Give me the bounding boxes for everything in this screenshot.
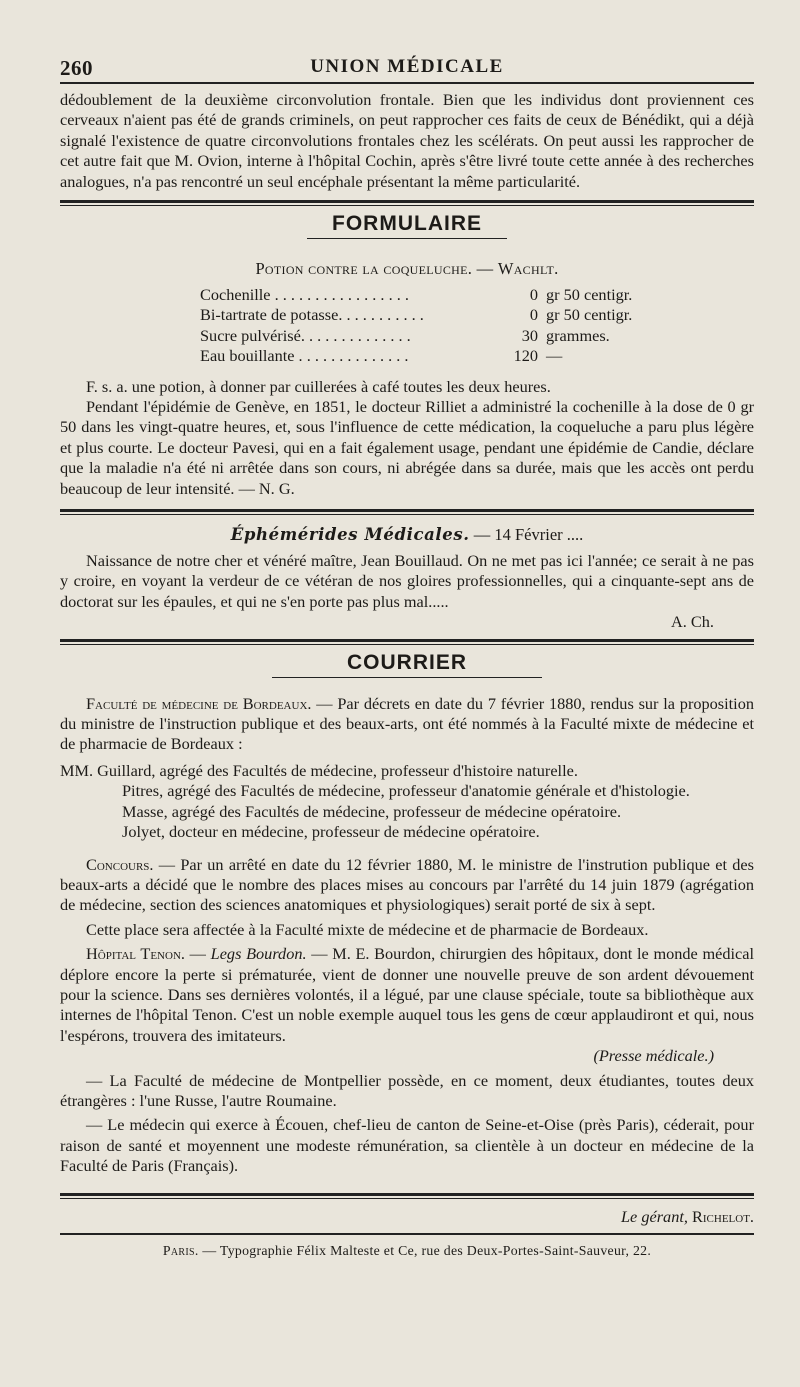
courrier-title: COURRIER [346, 650, 467, 674]
ingredient-quantity: 120 [513, 346, 538, 366]
bordeaux-paragraph [60, 694, 754, 755]
concours-text: — Par un arrêté en date du 12 février 1880, M. le ministre de l'instrution publique et des beaux-arts a décidé que le nombre des places mises au concours par l'arrêté du 14 juin 1879 (agrégation de médecine, section des sciences anatomiques et physiologiques) serait porté de six à sept. [60, 854, 754, 915]
formulaire-body: Pendant l'épidémie de Genève, en 1851, le docteur Rilliet a administré la cochenille à la dose de 0 gr 50 dans les vingt-quatre heures, et, sous l'influence de cette médication, la coqueluche a paru plus légère et plus courte. Le docteur Pavesi, qui en a fait également usage, pendant une épidémie de Candie, déclare que la maladie n'a été ni arrêtée dans son cours, ni abrégée dans sa durée, mais que les accès ont perdu beaucoup de leur intensité. — N. G. [60, 397, 754, 498]
footer-rule [60, 1233, 754, 1235]
bordeaux-text: — Par décrets en date du 7 février 1880, rendus sur la proposition du ministre de l'instruction publique et des beaux-arts, ont été nommés à la Faculté mixte de médecine et de pharmacie de Bordeaux : [60, 693, 754, 754]
printer-footer [60, 1243, 754, 1259]
tenon-lead: Hôpital Tenon. [86, 944, 185, 964]
header-rule [60, 82, 754, 84]
concours-paragraph-2: Cette place sera affectée à la Faculté mixte de médecine et de pharmacie de Bordeaux. [86, 919, 649, 939]
bordeaux-lead: Faculté de médecine de Bordeaux. [86, 693, 312, 713]
ingredient-unit: grammes. [546, 325, 610, 345]
ephemerides-date: — 14 Février .... [469, 525, 584, 545]
section-divider [60, 1193, 754, 1199]
tenon-italic: Legs Bourdon. [210, 944, 307, 964]
ecouen-paragraph: — Le médecin qui exerce à Écouen, chef-lieu de canton de Seine-et-Oise (près Paris), céderait, pour raison de santé et moyennent une modeste rémunération, sa clientèle à un docteur en médecine de la Faculté de Paris (Français). [60, 1115, 754, 1176]
gerant-label: Le gérant, [621, 1206, 688, 1226]
ephemerides-title [60, 525, 754, 545]
ingredient-row [200, 326, 632, 346]
ingredient-quantity: 0 [529, 305, 538, 325]
ingredient-row [200, 346, 632, 366]
formulaire-title: FORMULAIRE [332, 212, 482, 236]
ingredient-table [200, 285, 632, 367]
appointment-line: MM. Guillard, agrégé des Facultés de médecine, professeur d'histoire naturelle. [60, 760, 578, 780]
recipe-author: Wachlt. [497, 259, 559, 279]
ingredient-unit: gr 50 centigr. [546, 285, 633, 305]
recipe-title [60, 259, 754, 279]
tenon-source: (Presse médicale.) [593, 1046, 714, 1066]
appointment-line: Masse, agrégé des Facultés de médecine, professeur de médecine opératoire. [122, 801, 622, 821]
running-title: UNION MÉDICALE [310, 56, 504, 77]
ingredient-name: Eau bouillante . . . . . . . . . . . . . . [200, 346, 409, 366]
montpellier-paragraph: — La Faculté de médecine de Montpellier possède, en ce moment, deux étudiantes, toutes deux étrangères : l'une Russe, l'autre Roumaine. [60, 1070, 754, 1110]
ingredient-row [200, 305, 632, 325]
ingredient-name: Cochenille . . . . . . . . . . . . . . . . . [200, 285, 409, 305]
ephemerides-body: Naissance de notre cher et vénéré maître, Jean Bouillaud. On ne met pas ici l'année; ce serait à ne pas y croire, en voyant la verdeur de ce vétéran de nos gloires professionnelles, qui a cinquante-sept ans de doctorat sur les épaules, et qui ne s'en porte pas plus mal..... [60, 551, 754, 611]
recipe-dash: — [472, 259, 498, 279]
section-divider [60, 200, 754, 206]
ingredient-quantity: 30 [521, 325, 538, 345]
tenon-text: — M. E. Bourdon, chirurgien des hôpitaux, dont le monde médical déplore encore la perte si prématurée, vient de donner une nouvelle preuve de son ardent dévouement pour la science. Dans ses dernières volontés, il a légué, par une clause spéciale, toute sa bibliothèque aux internes de l'hôpital Tenon. C'est un noble exemple auquel tous les gens de cœur applaudiront et qui, nous l'espérons, trouvera des imitateurs. [60, 944, 755, 1045]
tenon-sep: — [184, 944, 211, 964]
ingredient-name: Sucre pulvérisé. . . . . . . . . . . . . . [200, 325, 411, 345]
section-divider [60, 639, 754, 645]
title-underline [307, 238, 507, 239]
gerant-line [60, 1207, 754, 1227]
ephemerides-signature: A. Ch. [671, 612, 714, 632]
footer-city: Paris. [162, 1242, 199, 1258]
ingredient-quantity: 0 [529, 285, 538, 305]
ingredient-unit: — [546, 346, 563, 366]
ingredient-unit: gr 50 centigr. [546, 305, 633, 325]
intro-paragraph: dédoublement de la deuxième circonvolution frontale. Bien que les individus dont proviennent ces cerveaux n'aient pas été de grands criminels, on peut rapprocher ces faits de ceux de Bénédikt, qui a déjà signalé l'existence de quatre circonvolutions frontales chez les scélérats. On peut aussi les rapprocher de cet autre fait que M. Ovion, interne à l'hôpital Cochin, après s'être livré toute cette année à des recherches analogues, n'a pas rencontré un seul encéphale présentant la même particularité. [60, 90, 754, 191]
ingredient-row [200, 285, 632, 305]
appointment-list [60, 761, 754, 843]
ephemerides-heading: Éphémérides Médicales. [230, 525, 470, 545]
tenon-paragraph [60, 944, 754, 1046]
page-header [60, 48, 754, 80]
title-underline [272, 677, 542, 678]
ingredient-name: Bi-tartrate de potasse. . . . . . . . . . . [200, 305, 424, 325]
appointment-line: Pitres, agrégé des Facultés de médecine, professeur d'anatomie générale et d'histologie. [122, 781, 690, 801]
section-divider [60, 509, 754, 515]
recipe-instructions: F. s. a. une potion, à donner par cuillerées à café toutes les deux heures. [86, 376, 551, 396]
concours-lead: Concours. [86, 854, 154, 874]
footer-text: — Typographie Félix Malteste et Ce, rue des Deux-Portes-Saint-Sauveur, 22. [198, 1242, 652, 1258]
gerant-name: Richelot. [692, 1206, 754, 1226]
concours-paragraph [60, 855, 754, 916]
page-number: 260 [60, 56, 93, 80]
appointment-line: Jolyet, docteur en médecine, professeur de médecine opératoire. [122, 822, 540, 842]
recipe-name: Potion contre la coqueluche. [255, 259, 473, 279]
